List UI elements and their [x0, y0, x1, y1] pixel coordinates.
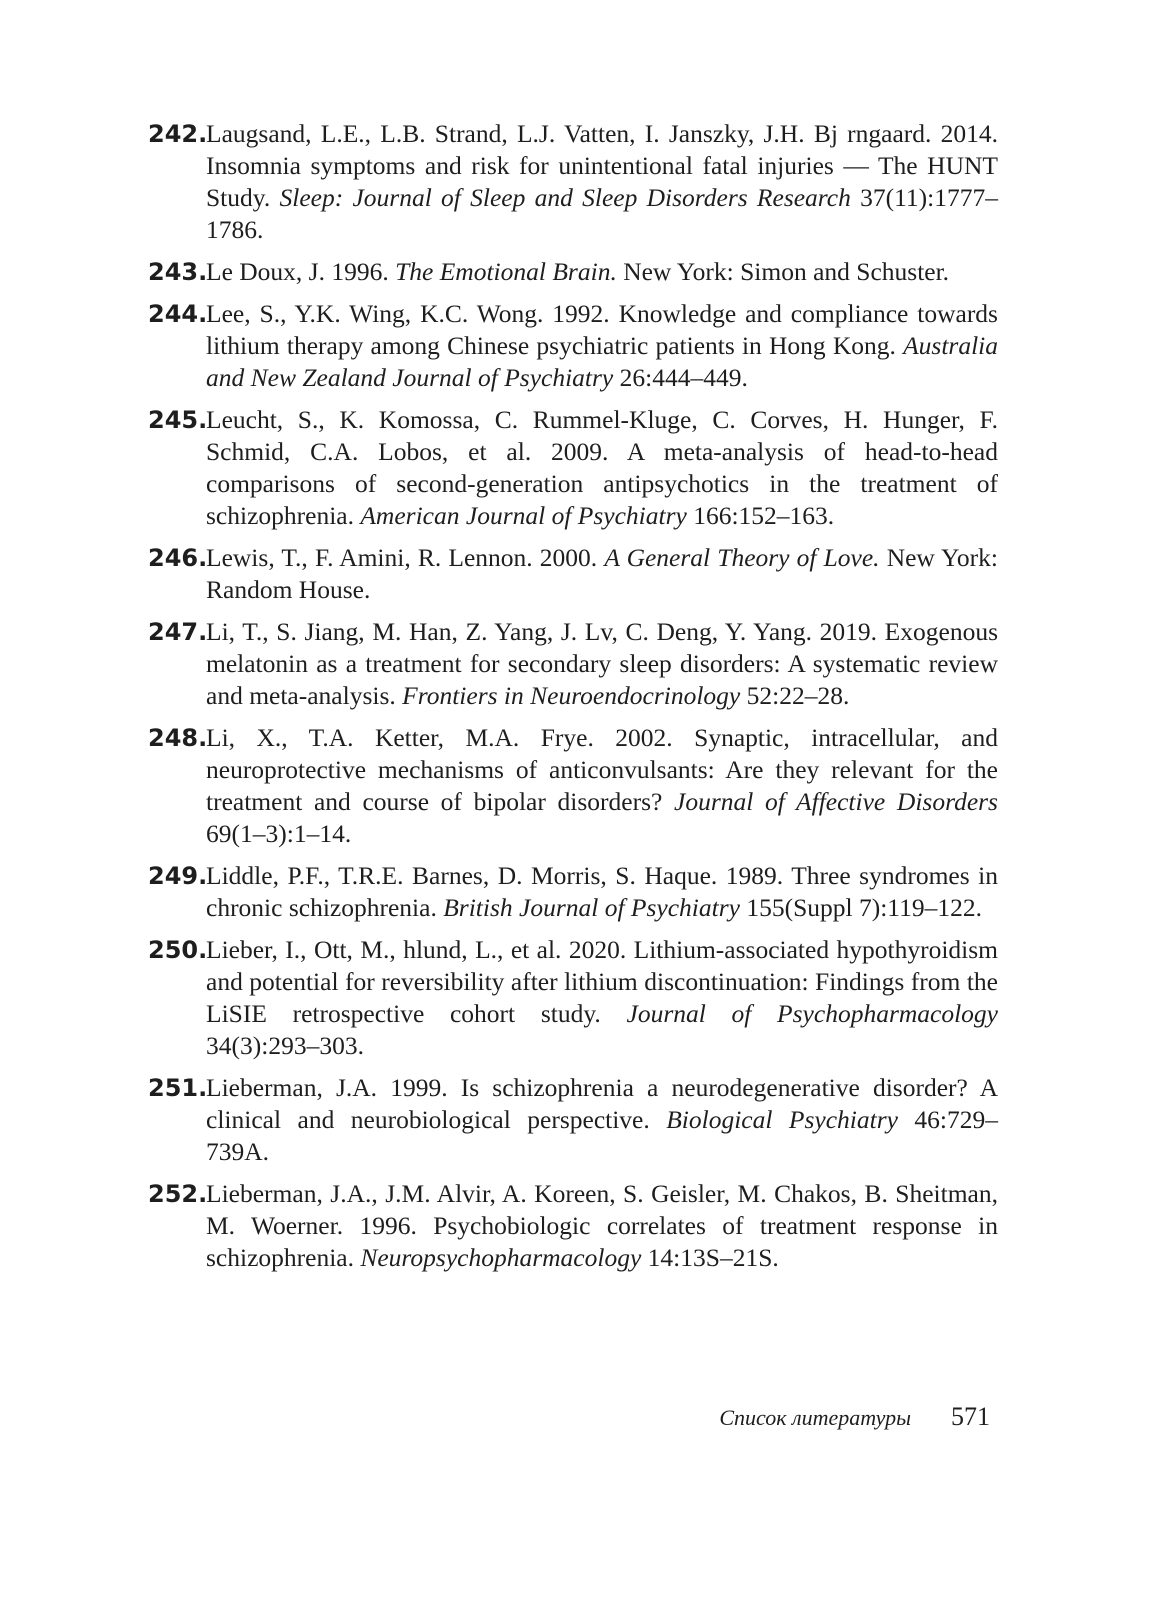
reference-details: New York: Simon and Schuster.	[616, 257, 950, 286]
reference-number: 247.	[148, 618, 208, 646]
reference-text: Li, T., S. Jiang, M. Han, Z. Yang, J. Lv, C. Deng, Y. Yang. 2019. Exogenous melatonin as a treatment for secondary sleep disorders: A systematic review and meta-analysis.	[206, 617, 998, 710]
reference-journal: British Journal of Psychiatry	[443, 893, 740, 922]
reference-details: 34(3):293–303.	[206, 1031, 364, 1060]
reference-journal: Neuropsychopharmacology	[360, 1243, 642, 1272]
reference-number: 249.	[148, 862, 208, 890]
reference-number: 248.	[148, 724, 208, 752]
reference-text: Li, X., T.A. Ketter, M.A. Frye. 2002. Synaptic, intracellular, and neuroprotective mechanisms of anticonvulsants: Are they relevant for the treatment and course of bipolar disorders?	[206, 723, 998, 816]
reference-number: 252.	[148, 1180, 208, 1208]
page-footer	[0, 1402, 990, 1432]
reference-text: Lieberman, J.A., J.M. Alvir, A. Koreen, S. Geisler, M. Chakos, B. Sheitman, M. Woerner. 1996. Psychobiologic correlates of treatment response in schizophrenia.	[206, 1179, 998, 1272]
reference-text: Lieber, I., Ott, M., hlund, L., et al. 2020. Lithium-associated hypothyroidism and potential for reversibility after lithium discontinuation: Findings from the LiSIE retrospective cohort study.	[206, 935, 998, 1028]
reference-number: 243.	[148, 258, 208, 286]
reference-list	[148, 118, 998, 1284]
reference-text: Lewis, T., F. Amini, R. Lennon. 2000.	[206, 543, 605, 572]
reference-item	[148, 542, 998, 606]
reference-journal: Sleep: Journal of Sleep and Sleep Disorders Research	[279, 183, 851, 212]
reference-details: 155(Suppl 7):119–122.	[739, 893, 982, 922]
reference-item	[148, 1178, 998, 1274]
reference-details: 26:444–449.	[613, 363, 748, 392]
reference-text: Liddle, P.F., T.R.E. Barnes, D. Morris, S. Haque. 1989. Three syndromes in chronic schizophrenia.	[206, 861, 998, 922]
reference-item	[148, 934, 998, 1062]
running-footer-title: Список литературы	[719, 1405, 911, 1430]
reference-number: 250.	[148, 936, 208, 964]
reference-item	[148, 860, 998, 924]
reference-details: 166:152–163.	[686, 501, 835, 530]
reference-journal: Biological Psychiatry	[666, 1105, 898, 1134]
reference-number: 242.	[148, 120, 208, 148]
reference-item	[148, 298, 998, 394]
reference-text: Laugsand, L.E., L.B. Strand, L.J. Vatten, I. Janszky, J.H. Bj rngaard. 2014. Insomnia symptoms and risk for unintentional fatal injuries — The HUNT Study.	[206, 119, 998, 212]
reference-item	[148, 722, 998, 850]
reference-text: Le Doux, J. 1996.	[206, 257, 396, 286]
reference-journal: American Journal of Psychiatry	[360, 501, 687, 530]
reference-text: Lieberman, J.A. 1999. Is schizophrenia a neurodegenerative disorder? A clinical and neurobiological perspective.	[206, 1073, 998, 1134]
reference-text: Leucht, S., K. Komossa, C. Rummel-Kluge, C. Corves, H. Hunger, F. Schmid, C.A. Lobos, et al. 2009. A meta-analysis of head-to-head comparisons of second-generation antipsychotics in the treatment of schizophrenia.	[206, 405, 998, 530]
reference-item	[148, 404, 998, 532]
reference-details: 69(1–3):1–14.	[206, 819, 352, 848]
reference-text: Lee, S., Y.K. Wing, K.C. Wong. 1992. Knowledge and compliance towards lithium therapy among Chinese psychiatric patients in Hong Kong.	[206, 299, 998, 360]
reference-number: 251.	[148, 1074, 208, 1102]
reference-details: New York: Random House.	[206, 543, 998, 604]
reference-details: 37(11):1777–1786.	[206, 183, 998, 244]
reference-number: 245.	[148, 406, 208, 434]
reference-details: 52:22–28.	[740, 681, 850, 710]
reference-number: 244.	[148, 300, 208, 328]
reference-journal: Australia and New Zealand Journal of Psychiatry	[206, 331, 998, 392]
reference-item	[148, 118, 998, 246]
reference-number: 246.	[148, 544, 208, 572]
reference-item	[148, 1072, 998, 1168]
reference-journal: The Emotional Brain.	[395, 257, 617, 286]
reference-journal: A General Theory of Love.	[604, 543, 880, 572]
reference-details: 14:13S–21S.	[641, 1243, 779, 1272]
reference-item	[148, 256, 998, 288]
reference-journal: Journal of Affective Disorders	[674, 787, 998, 816]
reference-item	[148, 616, 998, 712]
page-number: 571	[951, 1402, 990, 1431]
reference-journal: Journal of Psychopharmacology	[626, 999, 998, 1028]
reference-details: 46:729–739A.	[206, 1105, 998, 1166]
reference-journal: Frontiers in Neuroendocrinology	[402, 681, 741, 710]
